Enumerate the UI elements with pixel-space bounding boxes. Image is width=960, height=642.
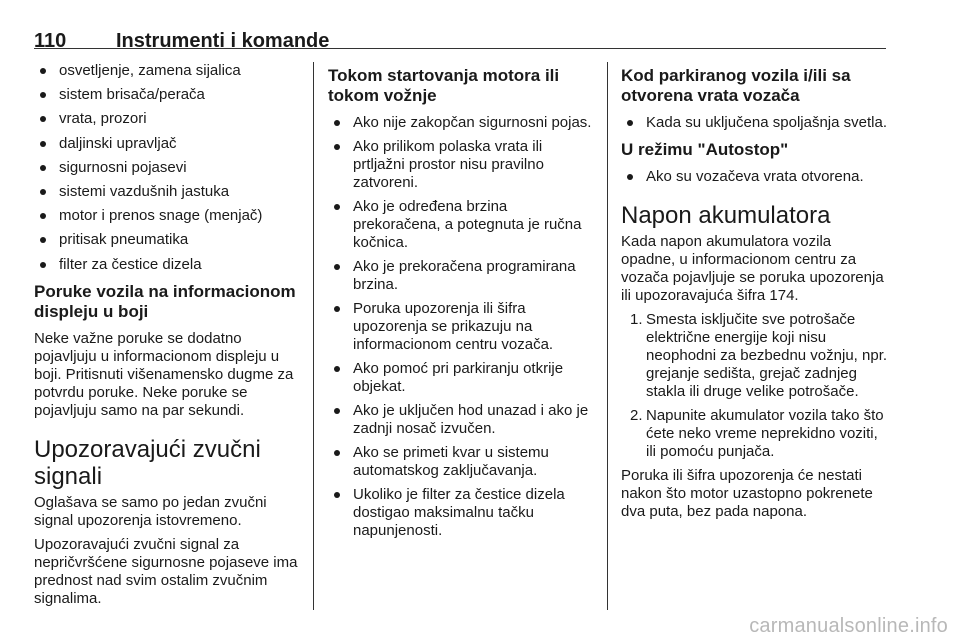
subheading-parked-vehicle: Kod parkiranog vozila i/ili sa otvorena vrata vozača <box>621 66 851 105</box>
column-divider <box>313 62 314 610</box>
step-number: 1. <box>630 311 643 328</box>
list-item: sistemi vazdušnih jastuka <box>34 183 302 201</box>
column-left <box>34 62 302 614</box>
column-middle <box>328 62 596 546</box>
chime-conditions-list <box>328 114 596 540</box>
list-item: Kada su uključena spoljašnja svetla. <box>621 114 889 132</box>
list-item: filter za čestice dizela <box>34 256 302 274</box>
list-item: Ako nije zakopčan sigurnosni pojas. <box>328 114 596 132</box>
step-item <box>621 407 889 461</box>
watermark: carmanualsonline.info <box>749 615 948 637</box>
step-text: Napunite akumulator vozila tako što ćete neko vreme neprekidno voziti, ili pomoću punjača. <box>646 407 884 460</box>
autostop-conditions-list <box>621 168 889 186</box>
page-title: Instrumenti i komande <box>116 30 330 52</box>
list-item: vrata, prozori <box>34 110 302 128</box>
page-number: 110 <box>34 30 67 52</box>
paragraph: Upozoravajući zvučni signal za nepričvršćene sigurnosne pojaseve ima prednost nad svim ostalim zvučnim signalima. <box>34 535 298 607</box>
paragraph: Kada napon akumulatora vozila opadne, u informacionom centru za vozača pojavljuje se poruka upozorenja ili upozoravajuća šifra 174. <box>621 233 884 304</box>
list-item: Poruka upozorenja ili šifra upozorenja se prikazuju na informacionom centru vozača. <box>328 300 596 354</box>
page-header <box>34 8 886 52</box>
list-item: Ako je prekoračena programirana brzina. <box>328 258 596 294</box>
list-item: Ukoliko je filter za čestice dizela dostigao maksimalnu tačku napunjenosti. <box>328 486 596 540</box>
parked-conditions-list <box>621 114 889 132</box>
paragraph: Neke važne poruke se dodatno pojavljuju u informacionom displeju u boji. Pritisnuti višenamensko dugme za potvrdu poruke. Neke poruke se pojavljuju samo na par sekundi. <box>34 329 294 419</box>
column-divider <box>607 62 608 610</box>
list-item: Ako se primeti kvar u sistemu automatskog zaključavanja. <box>328 444 596 480</box>
list-item: osvetljenje, zamena sijalica <box>34 62 302 80</box>
section-title-battery-voltage: Napon akumulatora <box>621 202 831 229</box>
warning-topics-list <box>34 62 302 274</box>
section-title-warning-chimes: Upozoravajući zvučni signali <box>34 435 261 490</box>
list-item: sigurnosni pojasevi <box>34 159 302 177</box>
step-number: 2. <box>630 407 643 424</box>
list-item: Ako pomoć pri parkiranju otkrije objekat. <box>328 360 596 396</box>
list-item: Ako su vozačeva vrata otvorena. <box>621 168 889 186</box>
subheading-autostop: U režimu "Autostop" <box>621 140 789 159</box>
list-item: Ako je uključen hod unazad i ako je zadnji nosač izvučen. <box>328 402 596 438</box>
paragraph: Oglašava se samo po jedan zvučni signal upozorenja istovremeno. <box>34 493 267 529</box>
list-item: Ako prilikom polaska vrata ili prtljažni prostor nisu pravilno zatvoreni. <box>328 138 596 192</box>
list-item: motor i prenos snage (menjač) <box>34 207 302 225</box>
list-item: daljinski upravljač <box>34 135 302 153</box>
list-item: Ako je određena brzina prekoračena, a potegnuta je ručna kočnica. <box>328 198 596 252</box>
subheading-vehicle-messages: Poruke vozila na informacionom displeju u boji <box>34 281 296 321</box>
step-item <box>621 311 889 401</box>
list-item: sistem brisača/perača <box>34 86 302 104</box>
paragraph: Poruka ili šifra upozorenja će nestati nakon što motor uzastopno pokrenete dva puta, bez pada napona. <box>621 467 873 520</box>
step-text: Smesta isključite sve potrošače električne energije koji nisu neophodni za bezbednu vožnju, npr. grejanje sedišta, grejač zadnjeg stakla ili druge velike potrošače. <box>646 311 888 400</box>
steps-list <box>621 311 889 461</box>
subheading-engine-start: Tokom startovanja motora ili tokom vožnje <box>328 66 560 105</box>
column-right <box>621 62 889 527</box>
list-item: pritisak pneumatika <box>34 231 302 249</box>
